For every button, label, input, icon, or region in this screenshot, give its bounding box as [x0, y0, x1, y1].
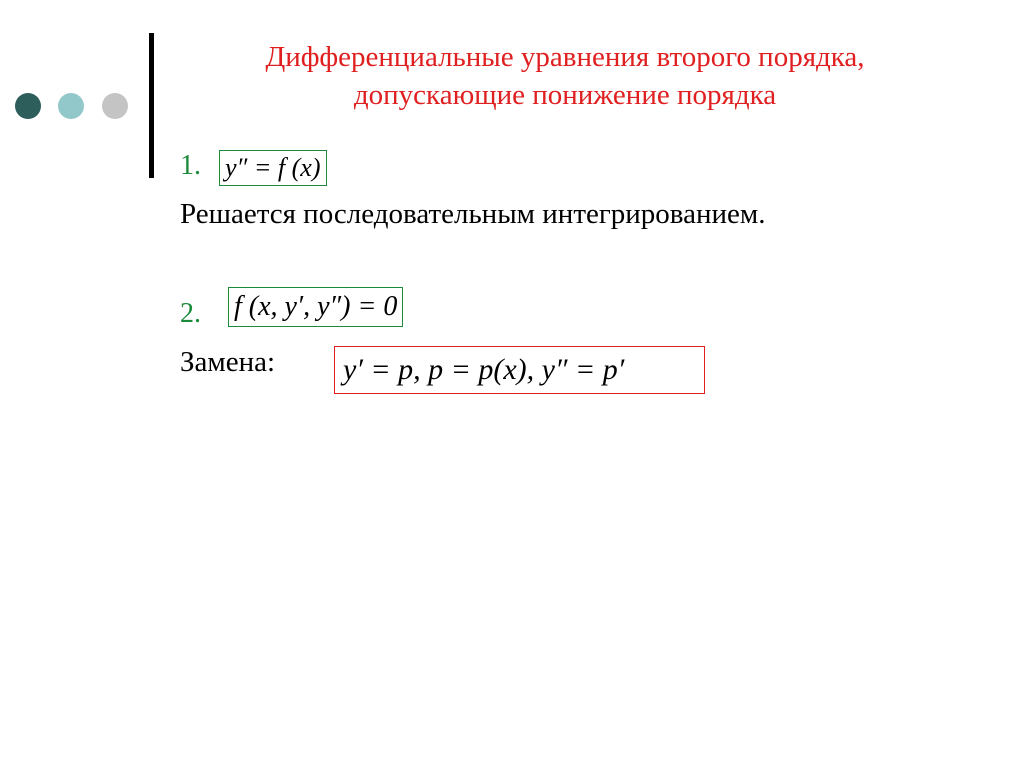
- item-2-substitution-box: y′ = p, p = p(x), y″ = p′: [334, 346, 705, 394]
- slide-title: [160, 38, 970, 114]
- decor-dot-light: [58, 93, 84, 119]
- slide-title-line2: допускающие понижение порядка: [353, 79, 777, 111]
- item-2-substitution-label: Замена:: [180, 346, 276, 378]
- item-1-number: 1.: [180, 150, 201, 181]
- item-2-formula-box: f (x, y′, y″) = 0: [228, 287, 403, 327]
- item-2-number: 2.: [180, 298, 201, 329]
- decor-vertical-bar: [149, 33, 154, 178]
- slide-title-line1: Дифференциальные уравнения второго порядка,: [265, 41, 865, 73]
- decor-dot-gray: [102, 93, 128, 119]
- decor-dot-dark: [15, 93, 41, 119]
- item-1-description: Решается последовательным интегрированием.: [180, 198, 766, 230]
- item-1-formula-box: y″ = f (x): [219, 150, 327, 186]
